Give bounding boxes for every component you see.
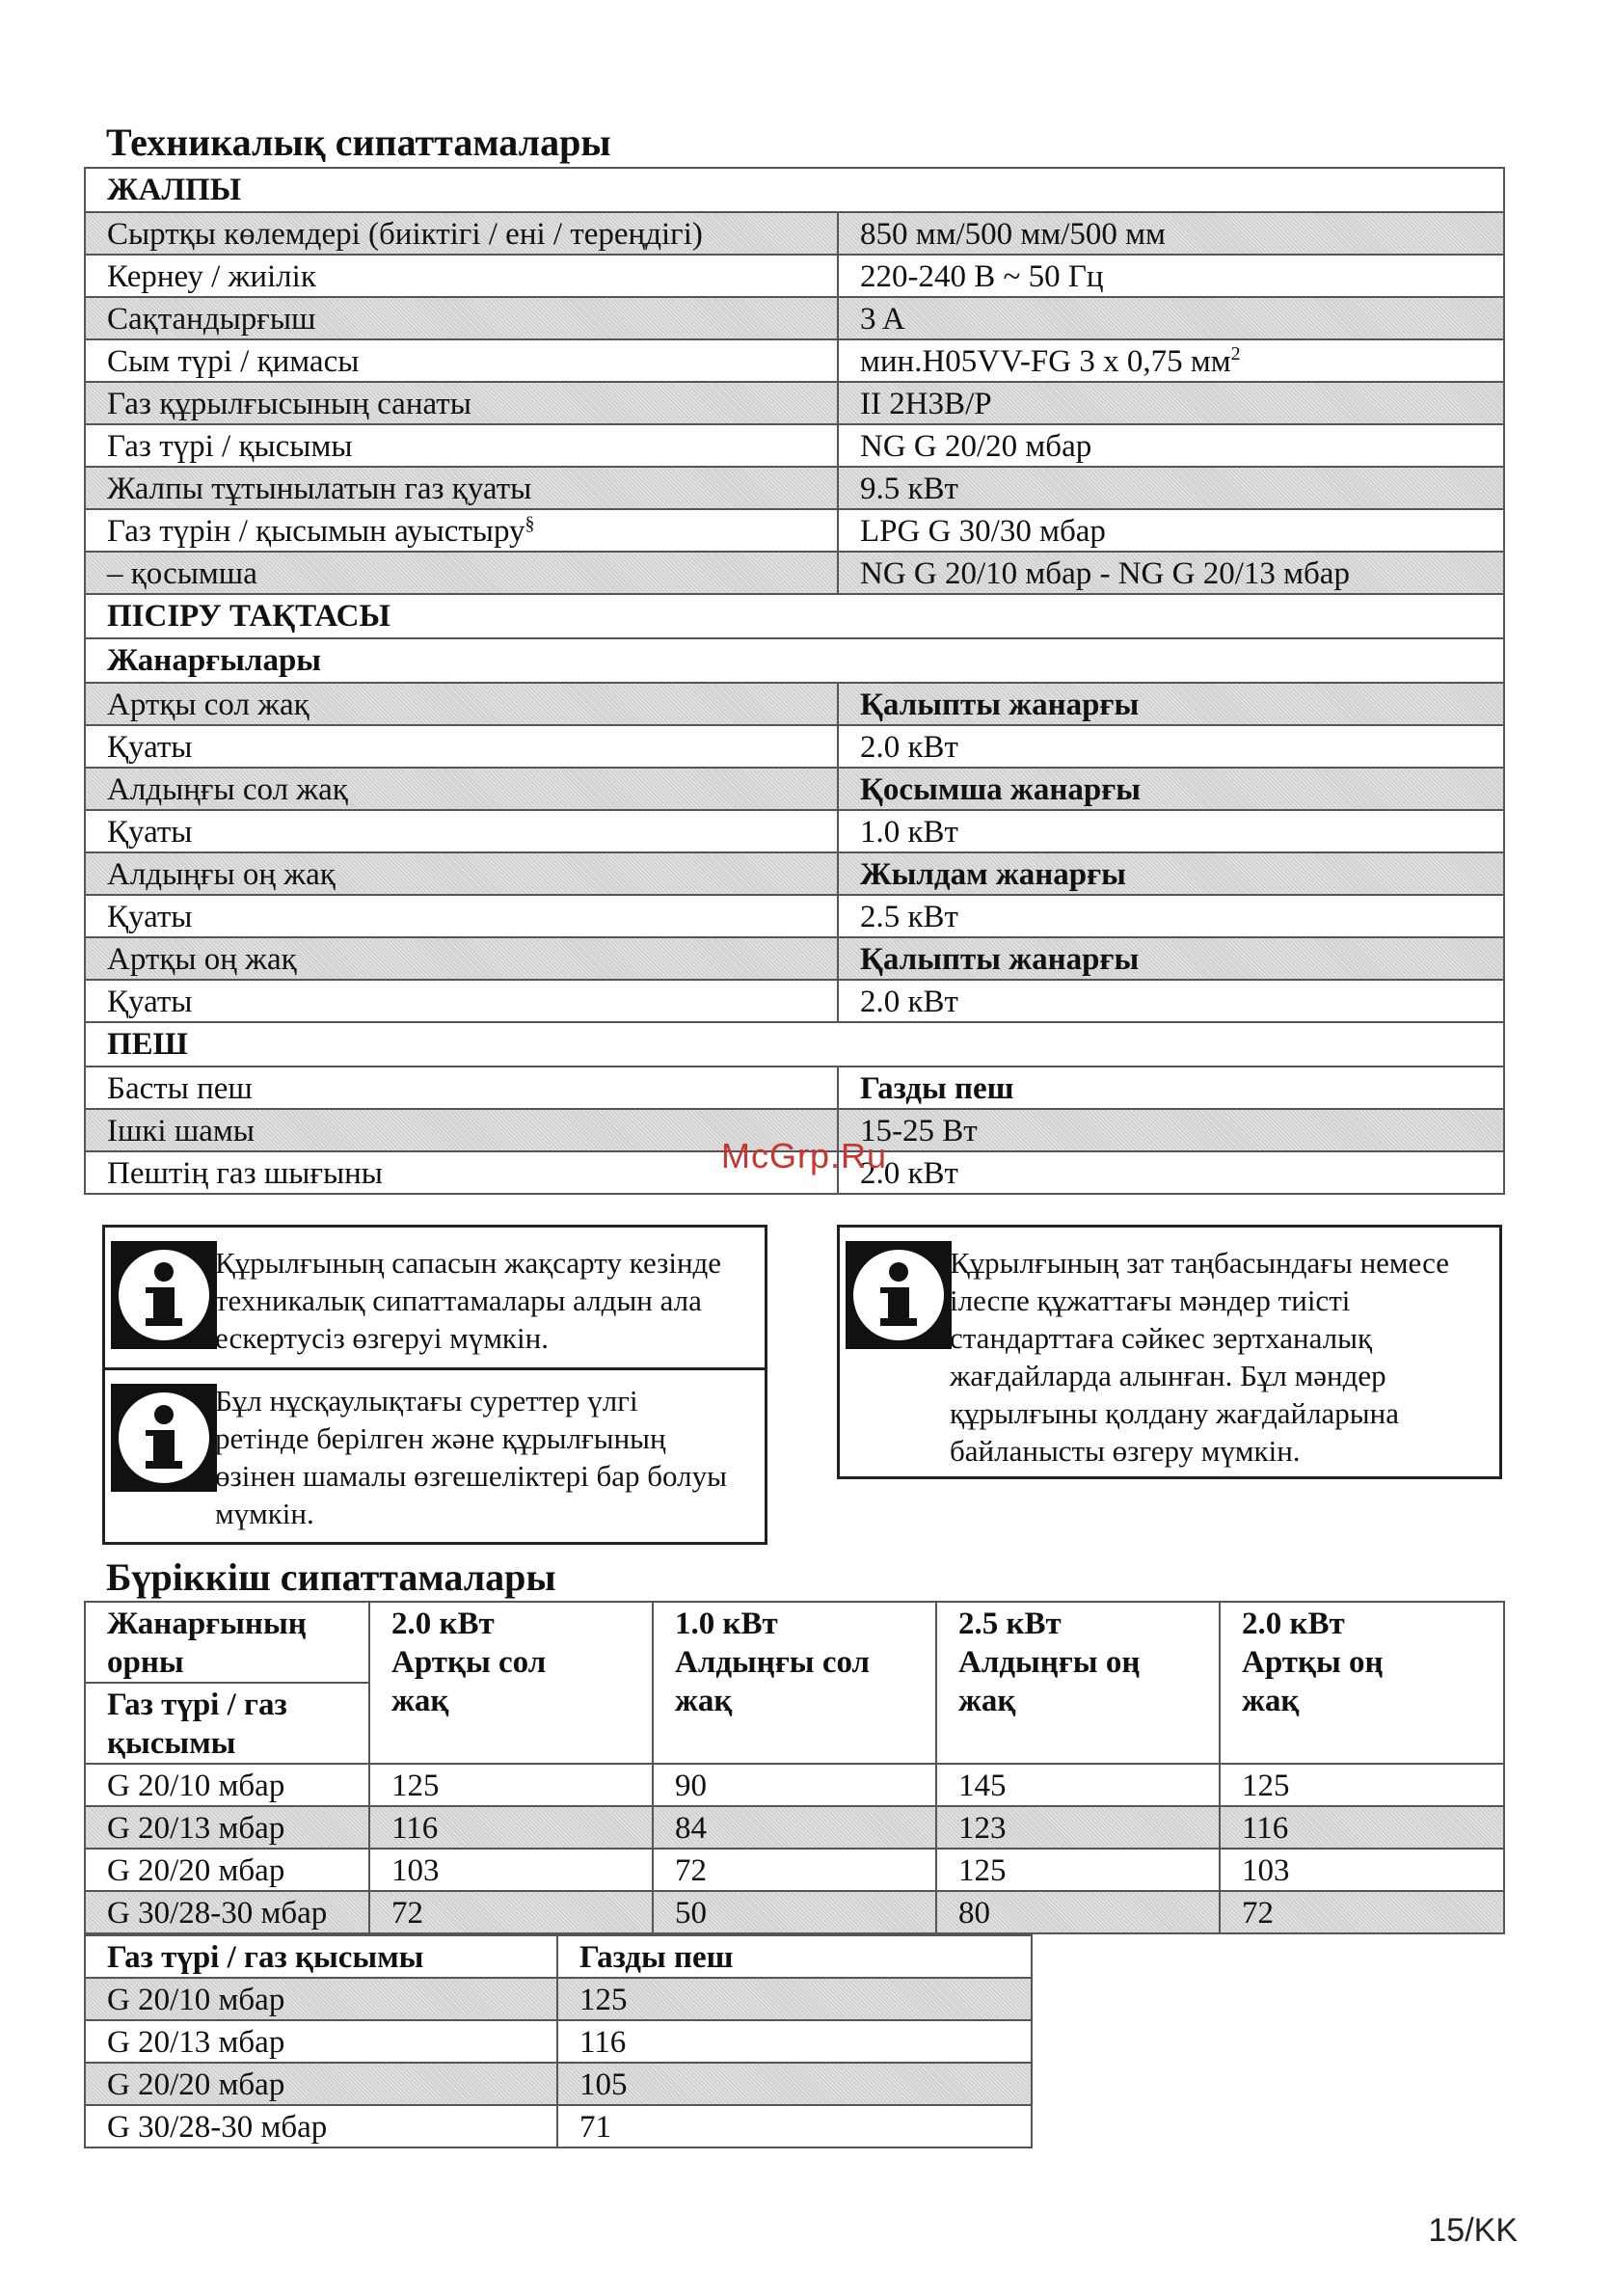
superscript-squared: 2 xyxy=(1230,343,1241,365)
info-note-illustrations xyxy=(105,1370,765,1544)
header-cell: 1.0 кВт Алдыңғы сол жақ xyxy=(653,1602,936,1764)
info-text: Бұл нұсқаулықтағы суреттер үлгі ретінде берілген және құрылғының өзінен шамалы өзгешеліктері бар болуы мүмкін. xyxy=(215,1384,727,1530)
table-cell: 15-25 Вт xyxy=(838,1109,1504,1151)
table-row xyxy=(85,683,1504,725)
table-cell: Газды пеш xyxy=(838,1067,1504,1109)
section-header: ПІСІРУ ТАҚТАСЫ xyxy=(85,594,1504,638)
table-cell: 116 xyxy=(1220,1806,1504,1849)
table-cell: Сым түрі / қимасы xyxy=(85,339,838,382)
header-cell: 2.0 кВт Артқы оң жақ xyxy=(1220,1602,1504,1764)
table-cell: Қалыпты жанарғы xyxy=(838,683,1504,725)
table-cell: 850 мм/500 мм/500 мм xyxy=(838,212,1504,255)
table-cell: Қуаты xyxy=(85,895,838,937)
table-cell: Қалыпты жанарғы xyxy=(838,937,1504,980)
table-cell: 103 xyxy=(369,1849,653,1891)
table-cell: Газ түрі / қысымы xyxy=(85,424,838,467)
table-cell: Қосымша жанарғы xyxy=(838,768,1504,810)
table-cell: – қосымша xyxy=(85,552,838,594)
oven-jet-table xyxy=(84,1934,1033,2148)
technical-spec-table xyxy=(84,167,1505,1195)
table-row xyxy=(85,937,1504,980)
table-cell: G 20/13 мбар xyxy=(85,2020,557,2063)
table-row xyxy=(85,2020,1032,2063)
table-cell: Сақтандырғыш xyxy=(85,297,838,339)
section-row-general xyxy=(85,168,1504,212)
table-row xyxy=(85,1764,1504,1806)
table-cell: Артқы сол жақ xyxy=(85,683,838,725)
table-row xyxy=(85,895,1504,937)
table-cell: 103 xyxy=(1220,1849,1504,1891)
info-icon xyxy=(111,1241,217,1349)
table-cell: 71 xyxy=(557,2105,1032,2147)
section-row-hob xyxy=(85,594,1504,638)
table-cell: 125 xyxy=(936,1849,1220,1891)
table-cell: 2.0 кВт xyxy=(838,980,1504,1022)
table-row xyxy=(85,725,1504,768)
table-cell: Газ құрылғысының санаты xyxy=(85,382,838,424)
table-cell: 105 xyxy=(557,2063,1032,2105)
oven-table-body xyxy=(85,1935,1032,2147)
table-row xyxy=(85,339,1504,382)
page-number: 15/KK xyxy=(1428,2212,1518,2249)
table-row xyxy=(85,1806,1504,1849)
table-cell: LPG G 30/30 мбар xyxy=(838,509,1504,552)
table-row xyxy=(85,212,1504,255)
jet-table-body xyxy=(85,1602,1504,1933)
table-row xyxy=(85,852,1504,895)
table-cell: 9.5 кВт xyxy=(838,467,1504,509)
table-row xyxy=(85,768,1504,810)
table-cell: 72 xyxy=(1220,1891,1504,1933)
info-box-left xyxy=(102,1225,767,1545)
header-cell: 2.5 кВт Алдыңғы оң жақ xyxy=(936,1602,1220,1764)
table-cell: 116 xyxy=(557,2020,1032,2063)
table-row xyxy=(85,255,1504,297)
table-cell: Алдыңғы оң жақ xyxy=(85,852,838,895)
table-cell: NG G 20/20 мбар xyxy=(838,424,1504,467)
table-cell: Басты пеш xyxy=(85,1067,838,1109)
table-row xyxy=(85,810,1504,852)
jet-header-row xyxy=(85,1602,1504,1683)
table-cell: 116 xyxy=(369,1806,653,1849)
table-cell: G 20/10 мбар xyxy=(85,1978,557,2020)
table-row xyxy=(85,509,1504,552)
table-cell: 2.0 кВт xyxy=(838,1151,1504,1194)
table-row xyxy=(85,2105,1032,2147)
table-row xyxy=(85,467,1504,509)
table-cell: G 30/28-30 мбар xyxy=(85,2105,557,2147)
table-cell: Қуаты xyxy=(85,810,838,852)
table-row xyxy=(85,980,1504,1022)
section-title-technical: Техникалық сипаттамалары xyxy=(106,121,611,164)
info-icon xyxy=(111,1384,217,1492)
table-row xyxy=(85,1978,1032,2020)
info-text: Құрылғының сапасын жақсарту кезінде техникалық сипаттамалары алдын ала ескертусіз өзгеруі мүмкін. xyxy=(215,1246,722,1355)
table-cell: Кернеу / жиілік xyxy=(85,255,838,297)
table-cell: 220-240 В ~ 50 Гц xyxy=(838,255,1504,297)
table-cell: 3 A xyxy=(838,297,1504,339)
table-cell: G 30/28-30 мбар xyxy=(85,1891,369,1933)
info-icon xyxy=(846,1241,952,1349)
table-cell: Қуаты xyxy=(85,980,838,1022)
info-note-spec-change xyxy=(105,1228,765,1370)
table-row xyxy=(85,2063,1032,2105)
table-row xyxy=(85,424,1504,467)
table-cell: G 20/10 мбар xyxy=(85,1764,369,1806)
section-row-burners xyxy=(85,638,1504,683)
table-cell: G 20/20 мбар xyxy=(85,2063,557,2105)
table-cell: 123 xyxy=(936,1806,1220,1849)
table-row xyxy=(85,552,1504,594)
table-cell: 125 xyxy=(557,1978,1032,2020)
oven-header-row xyxy=(85,1935,1032,1978)
header-cell: 2.0 кВт Артқы сол жақ xyxy=(369,1602,653,1764)
table-cell: 72 xyxy=(653,1849,936,1891)
header-cell: Газды пеш xyxy=(557,1935,1032,1978)
table-cell: Пештің газ шығыны xyxy=(85,1151,838,1194)
section-row-oven xyxy=(85,1022,1504,1067)
table-row xyxy=(85,1849,1504,1891)
info-text: Құрылғының зат таңбасындағы немесе ілеспе құжаттағы мәндер тиісті стандарттаға сәйкес зертханалық жағдайларда алынған. Бұл мәндер құрылғыны қолдану жағдайларына байланысты өзгеру мүмкін. xyxy=(950,1246,1449,1468)
table-cell: II 2H3B/P xyxy=(838,382,1504,424)
info-box-right xyxy=(837,1225,1502,1479)
table-cell: Сыртқы көлемдері (биіктігі / ені / тереңдігі) xyxy=(85,212,838,255)
table-row xyxy=(85,382,1504,424)
table-row xyxy=(85,1067,1504,1109)
header-cell: Жанарғының орны xyxy=(85,1602,369,1683)
header-cell: Газ түрі / газ қысымы xyxy=(85,1683,369,1764)
watermark: McGrp.Ru xyxy=(721,1136,888,1175)
table-cell: мин.H05VV-FG 3 x 0,75 $мм^2$ xyxy=(838,339,1504,382)
table-cell: Артқы оң жақ xyxy=(85,937,838,980)
table-cell: Қуаты xyxy=(85,725,838,768)
table-cell: 125 xyxy=(369,1764,653,1806)
table-cell: 145 xyxy=(936,1764,1220,1806)
section-header: ЖАЛПЫ xyxy=(85,168,1504,212)
spec-table-body xyxy=(85,168,1504,1194)
header-cell: Газ түрі / газ қысымы xyxy=(85,1935,557,1978)
jet-spec-table xyxy=(84,1601,1505,1934)
table-cell: 2.5 кВт xyxy=(838,895,1504,937)
table-cell: 90 xyxy=(653,1764,936,1806)
table-cell: NG G 20/10 мбар - NG G 20/13 мбар xyxy=(838,552,1504,594)
table-cell: 72 xyxy=(369,1891,653,1933)
footnote-mark: § xyxy=(525,513,535,534)
table-cell: Жалпы тұтынылатын газ қуаты xyxy=(85,467,838,509)
table-cell: Газ түрін / қысымын ауыстыру§ xyxy=(85,509,838,552)
table-cell: 125 xyxy=(1220,1764,1504,1806)
table-cell: 1.0 кВт xyxy=(838,810,1504,852)
table-cell: 50 xyxy=(653,1891,936,1933)
table-cell: 80 xyxy=(936,1891,1220,1933)
section-title-jets: Бүріккіш сипаттамалары xyxy=(106,1555,556,1599)
section-header: ПЕШ xyxy=(85,1022,1504,1067)
table-cell: Жылдам жанарғы xyxy=(838,852,1504,895)
table-row xyxy=(85,1891,1504,1933)
section-header: Жанарғылары xyxy=(85,638,1504,683)
table-cell: 84 xyxy=(653,1806,936,1849)
table-cell: G 20/13 мбар xyxy=(85,1806,369,1849)
table-cell: 2.0 кВт xyxy=(838,725,1504,768)
table-cell: Алдыңғы сол жақ xyxy=(85,768,838,810)
table-cell: G 20/20 мбар xyxy=(85,1849,369,1891)
table-row xyxy=(85,297,1504,339)
table-cell: Ішкі шамы xyxy=(85,1109,838,1151)
